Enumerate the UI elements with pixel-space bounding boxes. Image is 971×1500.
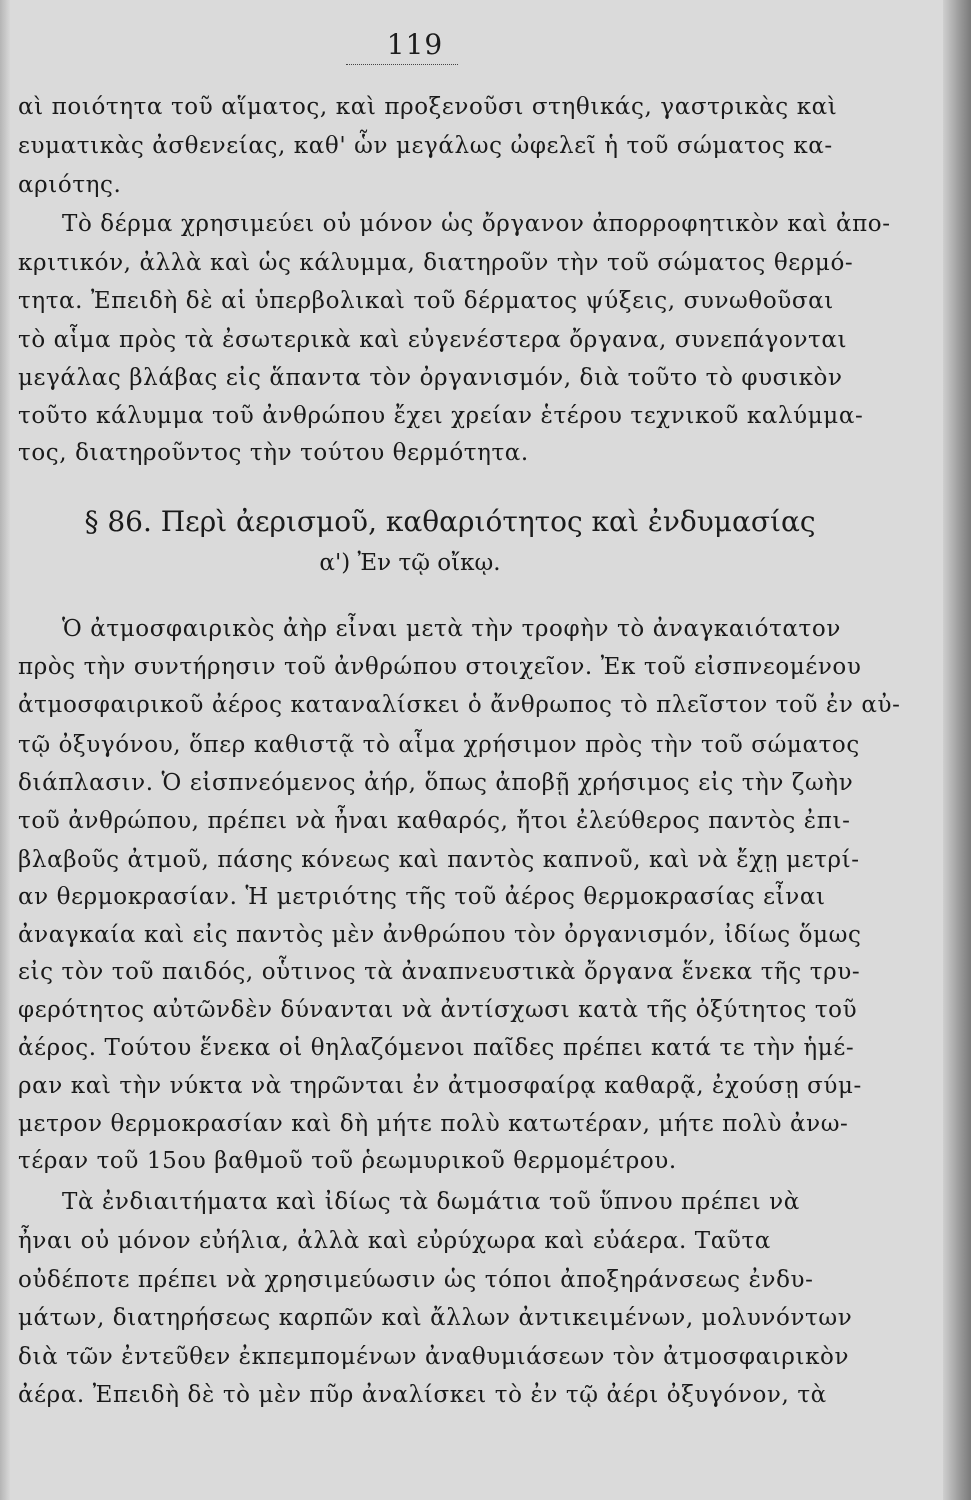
text-line: Ὁ ἀτμοσφαιρικὸς ἀὴρ εἶναι μετὰ τὴν τροφὴν τὸ ἀναγκαιότατον bbox=[62, 616, 841, 642]
text-line: ἀτμοσφαιρικοῦ ἀέρος καταναλίσκει ὁ ἄνθρωπος τὸ πλεῖστον τοῦ ἐν αὐ- bbox=[18, 692, 901, 718]
text-line: μετρον θερμοκρασίαν καὶ δὴ μήτε πολὺ κατωτέραν, μήτε πολὺ ἀνω- bbox=[18, 1111, 849, 1137]
text-line: τέραν τοῦ 15ου βαθμοῦ τοῦ ῥεωμυρικοῦ θερμομέτρου. bbox=[18, 1148, 677, 1174]
page-left-edge bbox=[0, 0, 10, 1500]
text-line: αὶ ποιότητα τοῦ αἵματος, καὶ προξενοῦσι στηθικάς, γαστρικὰς καὶ bbox=[18, 94, 838, 120]
text-line: τος, διατηροῦντος τὴν τούτου θερμότητα. bbox=[18, 440, 529, 466]
text-line: Τὰ ἐνδιαιτήματα καὶ ἰδίως τὰ δωμάτια τοῦ ὕπνου πρέπει νὰ bbox=[62, 1189, 800, 1215]
page-right-edge bbox=[943, 0, 971, 1500]
page-number: 119 bbox=[386, 28, 444, 61]
text-line: ευματικὰς ἀσθενείας, καθ' ὧν μεγάλως ὠφελεῖ ἡ τοῦ σώματος κα- bbox=[18, 133, 833, 159]
text-line: τῷ ὀξυγόνου, ὅπερ καθιστᾷ τὸ αἷμα χρήσιμον πρὸς τὴν τοῦ σώματος bbox=[18, 732, 860, 758]
page-number-rule bbox=[346, 64, 458, 65]
text-line: τοῦτο κάλυμμα τοῦ ἀνθρώπου ἔχει χρείαν ἑτέρου τεχνικοῦ καλύμμα- bbox=[18, 403, 864, 429]
text-line: φερότητος αὐτῶνδὲν δύνανται νὰ ἀντίσχωσι κατὰ τῆς ὀξύτητος τοῦ bbox=[18, 997, 858, 1023]
text-line: πρὸς τὴν συντήρησιν τοῦ ἀνθρώπου στοιχεῖον. Ἐκ τοῦ εἰσπνεομένου bbox=[18, 654, 862, 680]
text-line: αριότης. bbox=[18, 172, 122, 198]
text-line: τητα. Ἐπειδὴ δὲ αἱ ὑπερβολικαὶ τοῦ δέρματος ψύξεις, συνωθοῦσαι bbox=[18, 288, 834, 314]
text-line: τοῦ ἀνθρώπου, πρέπει νὰ ἦναι καθαρός, ἤτοι ἐλεύθερος παντὸς ἐπι- bbox=[18, 808, 851, 834]
text-line: ἀναγκαία καὶ εἰς παντὸς μὲν ἀνθρώπου τὸν ὀργανισμόν, ἰδίως ὅμως bbox=[18, 922, 862, 948]
text-line: διὰ τῶν ἐντεῦθεν ἐκπεμπομένων ἀναθυμιάσεων τὸν ἀτμοσφαιρικὸν bbox=[18, 1344, 850, 1370]
text-line: τὸ αἷμα πρὸς τὰ ἐσωτερικὰ καὶ εὐγενέστερα ὄργανα, συνεπάγονται bbox=[18, 327, 848, 353]
text-line: διάπλασιν. Ὁ εἰσπνεόμενος ἀήρ, ὅπως ἀποβῇ χρήσιμος εἰς τὴν ζωὴν bbox=[18, 770, 854, 796]
text-line: μάτων, διατηρήσεως καρπῶν καὶ ἄλλων ἀντικειμένων, μολυνόντων bbox=[18, 1305, 853, 1331]
text-line: αν θερμοκρασίαν. Ἡ μετριότης τῆς τοῦ ἀέρος θερμοκρασίας εἶναι bbox=[18, 884, 826, 910]
text-line: κριτικόν, ἀλλὰ καὶ ὡς κάλυμμα, διατηροῦν τὴν τοῦ σώματος θερμό- bbox=[18, 250, 854, 276]
text-line: ἀέρος. Τούτου ἕνεκα οἱ θηλαζόμενοι παῖδες πρέπει κατά τε τὴν ἡμέ- bbox=[18, 1035, 855, 1061]
text-line: βλαβοῦς ἀτμοῦ, πάσης κόνεως καὶ παντὸς καπνοῦ, καὶ νὰ ἔχῃ μετρί- bbox=[18, 847, 860, 873]
text-line: οὐδέποτε πρέπει νὰ χρησιμεύωσιν ὡς τόποι ἀποξηράνσεως ἐνδυ- bbox=[18, 1267, 814, 1293]
section-heading: § 86. Περὶ ἀερισμοῦ, καθαριότητος καὶ ἐνδυμασίας bbox=[84, 505, 816, 538]
text-line: ἦναι οὐ μόνον εὐήλια, ἀλλὰ καὶ εὐρύχωρα καὶ εὐάερα. Ταῦτα bbox=[18, 1228, 771, 1254]
section-subheading: α') Ἐν τῷ οἴκῳ. bbox=[319, 550, 501, 576]
text-line: Τὸ δέρμα χρησιμεύει οὐ μόνον ὡς ὄργανον ἀπορροφητικὸν καὶ ἀπο- bbox=[62, 211, 891, 237]
text-line: ραν καὶ τὴν νύκτα νὰ τηρῶνται ἐν ἀτμοσφαίρᾳ καθαρᾷ, ἐχούσῃ σύμ- bbox=[18, 1073, 862, 1099]
text-line: μεγάλας βλάβας εἰς ἅπαντα τὸν ὀργανισμόν, διὰ τοῦτο τὸ φυσικὸν bbox=[18, 365, 843, 391]
text-line: ἀέρα. Ἐπειδὴ δὲ τὸ μὲν πῦρ ἀναλίσκει τὸ ἐν τῷ ἀέρι ὀξυγόνον, τὰ bbox=[18, 1382, 827, 1408]
text-line: εἰς τὸν τοῦ παιδός, οὗτινος τὰ ἀναπνευστικὰ ὄργανα ἕνεκα τῆς τρυ- bbox=[18, 959, 861, 985]
